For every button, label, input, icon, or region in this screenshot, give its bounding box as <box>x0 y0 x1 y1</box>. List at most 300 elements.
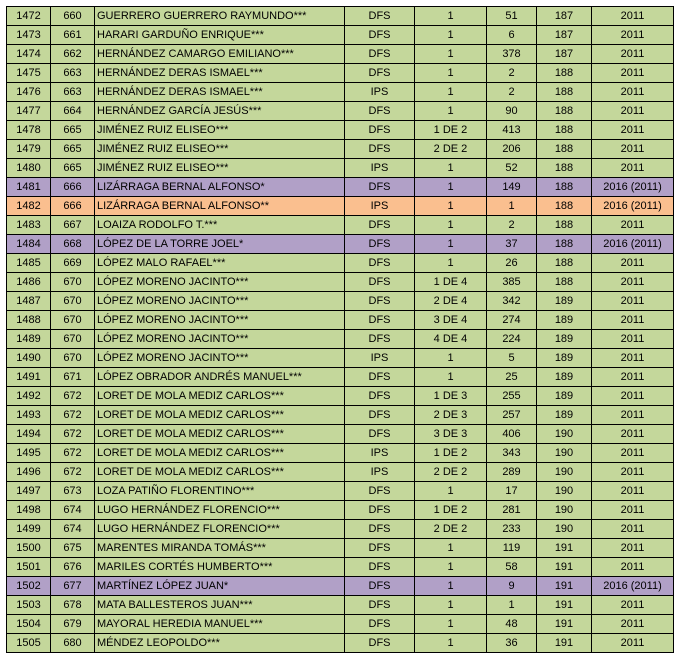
record-number-cell: 1485 <box>7 254 51 273</box>
person-id-cell: 665 <box>51 121 95 140</box>
table-row <box>7 273 674 292</box>
document-type-cell: IPS <box>345 349 415 368</box>
page-count-cell: 26 <box>487 254 537 273</box>
page-count-cell: 2 <box>487 83 537 102</box>
year-cell: 2011 <box>592 349 674 368</box>
document-type-cell: DFS <box>345 387 415 406</box>
person-name-cell: LÓPEZ MORENO JACINTO*** <box>95 273 345 292</box>
table-row <box>7 634 674 653</box>
person-name-cell: LUGO HERNÁNDEZ FLORENCIO*** <box>95 520 345 539</box>
volume-cell: 188 <box>537 102 592 121</box>
record-number-cell: 1482 <box>7 197 51 216</box>
year-cell: 2011 <box>592 273 674 292</box>
table-row <box>7 235 674 254</box>
record-number-cell: 1502 <box>7 577 51 596</box>
person-id-cell: 673 <box>51 482 95 501</box>
volume-cell: 188 <box>537 216 592 235</box>
person-name-cell: MARENTES MIRANDA TOMÁS*** <box>95 539 345 558</box>
part-cell: 2 DE 2 <box>415 520 487 539</box>
part-cell: 1 <box>415 26 487 45</box>
person-id-cell: 672 <box>51 425 95 444</box>
person-name-cell: HERNÁNDEZ DERAS ISMAEL*** <box>95 64 345 83</box>
year-cell: 2011 <box>592 311 674 330</box>
table-row <box>7 330 674 349</box>
page-count-cell: 2 <box>487 216 537 235</box>
record-number-cell: 1492 <box>7 387 51 406</box>
volume-cell: 190 <box>537 501 592 520</box>
volume-cell: 188 <box>537 64 592 83</box>
volume-cell: 188 <box>537 178 592 197</box>
year-cell: 2011 <box>592 634 674 653</box>
table-row <box>7 482 674 501</box>
page-count-cell: 281 <box>487 501 537 520</box>
volume-cell: 188 <box>537 273 592 292</box>
document-type-cell: DFS <box>345 615 415 634</box>
record-number-cell: 1490 <box>7 349 51 368</box>
record-number-cell: 1472 <box>7 7 51 26</box>
page-count-cell: 25 <box>487 368 537 387</box>
part-cell: 1 <box>415 539 487 558</box>
table-row <box>7 520 674 539</box>
person-name-cell: MAYORAL HEREDIA MANUEL*** <box>95 615 345 634</box>
part-cell: 1 <box>415 634 487 653</box>
table-row <box>7 501 674 520</box>
part-cell: 1 DE 2 <box>415 121 487 140</box>
page-count-cell: 48 <box>487 615 537 634</box>
table-row <box>7 539 674 558</box>
person-id-cell: 670 <box>51 273 95 292</box>
year-cell: 2016 (2011) <box>592 197 674 216</box>
table-row <box>7 558 674 577</box>
year-cell: 2011 <box>592 64 674 83</box>
person-id-cell: 662 <box>51 45 95 64</box>
person-id-cell: 663 <box>51 64 95 83</box>
year-cell: 2011 <box>592 159 674 178</box>
record-number-cell: 1476 <box>7 83 51 102</box>
page-count-cell: 51 <box>487 7 537 26</box>
volume-cell: 187 <box>537 45 592 64</box>
document-type-cell: DFS <box>345 330 415 349</box>
person-id-cell: 678 <box>51 596 95 615</box>
part-cell: 2 DE 2 <box>415 463 487 482</box>
table-row <box>7 26 674 45</box>
record-number-cell: 1477 <box>7 102 51 121</box>
person-id-cell: 677 <box>51 577 95 596</box>
document-type-cell: DFS <box>345 634 415 653</box>
record-number-cell: 1487 <box>7 292 51 311</box>
page-count-cell: 58 <box>487 558 537 577</box>
table-row <box>7 197 674 216</box>
document-type-cell: DFS <box>345 520 415 539</box>
table-row <box>7 83 674 102</box>
volume-cell: 190 <box>537 463 592 482</box>
record-number-cell: 1501 <box>7 558 51 577</box>
year-cell: 2011 <box>592 406 674 425</box>
part-cell: 1 <box>415 45 487 64</box>
record-number-cell: 1503 <box>7 596 51 615</box>
page-count-cell: 385 <box>487 273 537 292</box>
record-number-cell: 1500 <box>7 539 51 558</box>
page-count-cell: 257 <box>487 406 537 425</box>
person-id-cell: 665 <box>51 159 95 178</box>
document-type-cell: IPS <box>345 444 415 463</box>
page-count-cell: 413 <box>487 121 537 140</box>
document-type-cell: DFS <box>345 121 415 140</box>
table-row <box>7 596 674 615</box>
document-type-cell: DFS <box>345 292 415 311</box>
page-count-cell: 6 <box>487 26 537 45</box>
table-row <box>7 292 674 311</box>
person-id-cell: 679 <box>51 615 95 634</box>
record-number-cell: 1497 <box>7 482 51 501</box>
volume-cell: 188 <box>537 235 592 254</box>
person-name-cell: MÉNDEZ LEOPOLDO*** <box>95 634 345 653</box>
page-count-cell: 5 <box>487 349 537 368</box>
table-row <box>7 216 674 235</box>
table-row <box>7 311 674 330</box>
year-cell: 2011 <box>592 463 674 482</box>
page-count-cell: 149 <box>487 178 537 197</box>
part-cell: 1 <box>415 102 487 121</box>
page-count-cell: 9 <box>487 577 537 596</box>
person-id-cell: 666 <box>51 197 95 216</box>
person-id-cell: 672 <box>51 444 95 463</box>
year-cell: 2011 <box>592 330 674 349</box>
person-id-cell: 670 <box>51 292 95 311</box>
page-count-cell: 37 <box>487 235 537 254</box>
year-cell: 2011 <box>592 387 674 406</box>
record-number-cell: 1478 <box>7 121 51 140</box>
part-cell: 1 <box>415 235 487 254</box>
person-id-cell: 660 <box>51 7 95 26</box>
document-type-cell: IPS <box>345 83 415 102</box>
person-id-cell: 667 <box>51 216 95 235</box>
person-name-cell: LÓPEZ MALO RAFAEL*** <box>95 254 345 273</box>
person-name-cell: LOAIZA RODOLFO T.*** <box>95 216 345 235</box>
part-cell: 1 <box>415 615 487 634</box>
part-cell: 1 <box>415 197 487 216</box>
year-cell: 2011 <box>592 45 674 64</box>
person-name-cell: JIMÉNEZ RUIZ ELISEO*** <box>95 140 345 159</box>
year-cell: 2011 <box>592 83 674 102</box>
year-cell: 2016 (2011) <box>592 178 674 197</box>
page-count-cell: 378 <box>487 45 537 64</box>
page-count-cell: 1 <box>487 596 537 615</box>
records-table-body <box>7 7 674 653</box>
year-cell: 2011 <box>592 444 674 463</box>
year-cell: 2011 <box>592 254 674 273</box>
part-cell: 3 DE 4 <box>415 311 487 330</box>
document-type-cell: DFS <box>345 596 415 615</box>
document-type-cell: DFS <box>345 140 415 159</box>
person-name-cell: HERNÁNDEZ CAMARGO EMILIANO*** <box>95 45 345 64</box>
document-type-cell: DFS <box>345 273 415 292</box>
record-number-cell: 1473 <box>7 26 51 45</box>
person-id-cell: 672 <box>51 463 95 482</box>
person-id-cell: 670 <box>51 311 95 330</box>
document-type-cell: DFS <box>345 178 415 197</box>
year-cell: 2011 <box>592 596 674 615</box>
table-row <box>7 425 674 444</box>
volume-cell: 191 <box>537 558 592 577</box>
year-cell: 2011 <box>592 102 674 121</box>
person-id-cell: 668 <box>51 235 95 254</box>
part-cell: 1 <box>415 83 487 102</box>
document-type-cell: DFS <box>345 482 415 501</box>
person-id-cell: 664 <box>51 102 95 121</box>
part-cell: 1 DE 3 <box>415 387 487 406</box>
part-cell: 1 <box>415 349 487 368</box>
part-cell: 1 <box>415 159 487 178</box>
person-name-cell: LORET DE MOLA MEDIZ CARLOS*** <box>95 387 345 406</box>
page-count-cell: 233 <box>487 520 537 539</box>
page-count-cell: 206 <box>487 140 537 159</box>
document-type-cell: IPS <box>345 463 415 482</box>
year-cell: 2016 (2011) <box>592 235 674 254</box>
record-number-cell: 1493 <box>7 406 51 425</box>
record-number-cell: 1498 <box>7 501 51 520</box>
person-id-cell: 669 <box>51 254 95 273</box>
person-name-cell: LÓPEZ OBRADOR ANDRÉS MANUEL*** <box>95 368 345 387</box>
year-cell: 2011 <box>592 425 674 444</box>
document-type-cell: DFS <box>345 26 415 45</box>
person-name-cell: MATA BALLESTEROS JUAN*** <box>95 596 345 615</box>
record-number-cell: 1486 <box>7 273 51 292</box>
part-cell: 1 <box>415 558 487 577</box>
part-cell: 1 <box>415 64 487 83</box>
table-row <box>7 577 674 596</box>
person-id-cell: 680 <box>51 634 95 653</box>
table-row <box>7 349 674 368</box>
person-name-cell: LORET DE MOLA MEDIZ CARLOS*** <box>95 463 345 482</box>
person-name-cell: LORET DE MOLA MEDIZ CARLOS*** <box>95 444 345 463</box>
page-count-cell: 224 <box>487 330 537 349</box>
table-row <box>7 178 674 197</box>
records-table-wrapper <box>6 6 673 653</box>
records-table <box>6 6 674 653</box>
person-id-cell: 661 <box>51 26 95 45</box>
volume-cell: 189 <box>537 387 592 406</box>
page-count-cell: 342 <box>487 292 537 311</box>
record-number-cell: 1496 <box>7 463 51 482</box>
table-row <box>7 121 674 140</box>
part-cell: 1 <box>415 482 487 501</box>
volume-cell: 190 <box>537 425 592 444</box>
year-cell: 2011 <box>592 520 674 539</box>
document-type-cell: DFS <box>345 558 415 577</box>
volume-cell: 189 <box>537 330 592 349</box>
page-count-cell: 274 <box>487 311 537 330</box>
person-name-cell: LÓPEZ MORENO JACINTO*** <box>95 349 345 368</box>
page-count-cell: 17 <box>487 482 537 501</box>
page-count-cell: 343 <box>487 444 537 463</box>
volume-cell: 191 <box>537 615 592 634</box>
year-cell: 2011 <box>592 7 674 26</box>
table-row <box>7 7 674 26</box>
person-name-cell: LORET DE MOLA MEDIZ CARLOS*** <box>95 406 345 425</box>
volume-cell: 190 <box>537 520 592 539</box>
part-cell: 1 DE 2 <box>415 444 487 463</box>
part-cell: 2 DE 2 <box>415 140 487 159</box>
record-number-cell: 1491 <box>7 368 51 387</box>
table-row <box>7 102 674 121</box>
part-cell: 1 <box>415 7 487 26</box>
person-name-cell: LUGO HERNÁNDEZ FLORENCIO*** <box>95 501 345 520</box>
page-count-cell: 52 <box>487 159 537 178</box>
table-row <box>7 64 674 83</box>
part-cell: 1 <box>415 368 487 387</box>
volume-cell: 190 <box>537 482 592 501</box>
page-count-cell: 36 <box>487 634 537 653</box>
document-type-cell: DFS <box>345 102 415 121</box>
volume-cell: 188 <box>537 121 592 140</box>
person-name-cell: GUERRERO GUERRERO RAYMUNDO*** <box>95 7 345 26</box>
person-name-cell: LÓPEZ MORENO JACINTO*** <box>95 330 345 349</box>
part-cell: 1 <box>415 596 487 615</box>
table-row <box>7 368 674 387</box>
person-name-cell: LÓPEZ MORENO JACINTO*** <box>95 292 345 311</box>
table-row <box>7 463 674 482</box>
year-cell: 2011 <box>592 615 674 634</box>
page-count-cell: 289 <box>487 463 537 482</box>
record-number-cell: 1481 <box>7 178 51 197</box>
document-type-cell: IPS <box>345 197 415 216</box>
document-type-cell: DFS <box>345 7 415 26</box>
person-name-cell: HARARI GARDUÑO ENRIQUE*** <box>95 26 345 45</box>
year-cell: 2016 (2011) <box>592 577 674 596</box>
part-cell: 1 <box>415 577 487 596</box>
document-type-cell: DFS <box>345 539 415 558</box>
person-name-cell: HERNÁNDEZ DERAS ISMAEL*** <box>95 83 345 102</box>
person-name-cell: LORET DE MOLA MEDIZ CARLOS*** <box>95 425 345 444</box>
part-cell: 1 DE 2 <box>415 501 487 520</box>
volume-cell: 188 <box>537 140 592 159</box>
table-row <box>7 254 674 273</box>
person-id-cell: 672 <box>51 387 95 406</box>
record-number-cell: 1479 <box>7 140 51 159</box>
person-name-cell: MARTÍNEZ LÓPEZ JUAN* <box>95 577 345 596</box>
volume-cell: 191 <box>537 596 592 615</box>
volume-cell: 189 <box>537 311 592 330</box>
record-number-cell: 1505 <box>7 634 51 653</box>
document-type-cell: DFS <box>345 254 415 273</box>
person-id-cell: 670 <box>51 349 95 368</box>
person-id-cell: 676 <box>51 558 95 577</box>
record-number-cell: 1474 <box>7 45 51 64</box>
volume-cell: 188 <box>537 197 592 216</box>
person-id-cell: 665 <box>51 140 95 159</box>
document-type-cell: DFS <box>345 368 415 387</box>
document-type-cell: DFS <box>345 45 415 64</box>
part-cell: 1 <box>415 178 487 197</box>
year-cell: 2011 <box>592 539 674 558</box>
part-cell: 2 DE 3 <box>415 406 487 425</box>
document-type-cell: DFS <box>345 406 415 425</box>
person-name-cell: LÓPEZ DE LA TORRE JOEL* <box>95 235 345 254</box>
document-type-cell: DFS <box>345 501 415 520</box>
page-count-cell: 255 <box>487 387 537 406</box>
page-count-cell: 2 <box>487 64 537 83</box>
person-name-cell: JIMÉNEZ RUIZ ELISEO*** <box>95 121 345 140</box>
part-cell: 3 DE 3 <box>415 425 487 444</box>
year-cell: 2011 <box>592 26 674 45</box>
year-cell: 2011 <box>592 558 674 577</box>
volume-cell: 188 <box>537 159 592 178</box>
person-name-cell: JIMÉNEZ RUIZ ELISEO*** <box>95 159 345 178</box>
volume-cell: 189 <box>537 368 592 387</box>
person-name-cell: LIZÁRRAGA BERNAL ALFONSO** <box>95 197 345 216</box>
person-id-cell: 672 <box>51 406 95 425</box>
document-type-cell: IPS <box>345 159 415 178</box>
volume-cell: 189 <box>537 406 592 425</box>
table-row <box>7 140 674 159</box>
volume-cell: 188 <box>537 83 592 102</box>
person-name-cell: MARILES CORTÉS HUMBERTO*** <box>95 558 345 577</box>
volume-cell: 191 <box>537 634 592 653</box>
year-cell: 2011 <box>592 501 674 520</box>
part-cell: 4 DE 4 <box>415 330 487 349</box>
person-name-cell: LOZA PATIÑO FLORENTINO*** <box>95 482 345 501</box>
document-type-cell: DFS <box>345 425 415 444</box>
part-cell: 2 DE 4 <box>415 292 487 311</box>
person-id-cell: 670 <box>51 330 95 349</box>
person-name-cell: LÓPEZ MORENO JACINTO*** <box>95 311 345 330</box>
table-row <box>7 387 674 406</box>
year-cell: 2011 <box>592 292 674 311</box>
year-cell: 2011 <box>592 482 674 501</box>
record-number-cell: 1489 <box>7 330 51 349</box>
volume-cell: 187 <box>537 26 592 45</box>
page-count-cell: 119 <box>487 539 537 558</box>
page-count-cell: 1 <box>487 197 537 216</box>
record-number-cell: 1494 <box>7 425 51 444</box>
document-type-cell: DFS <box>345 577 415 596</box>
part-cell: 1 <box>415 254 487 273</box>
volume-cell: 187 <box>537 7 592 26</box>
volume-cell: 191 <box>537 539 592 558</box>
table-row <box>7 615 674 634</box>
volume-cell: 190 <box>537 444 592 463</box>
person-id-cell: 671 <box>51 368 95 387</box>
record-number-cell: 1499 <box>7 520 51 539</box>
record-number-cell: 1484 <box>7 235 51 254</box>
document-type-cell: DFS <box>345 64 415 83</box>
table-row <box>7 444 674 463</box>
volume-cell: 191 <box>537 577 592 596</box>
volume-cell: 189 <box>537 349 592 368</box>
record-number-cell: 1488 <box>7 311 51 330</box>
record-number-cell: 1480 <box>7 159 51 178</box>
part-cell: 1 DE 4 <box>415 273 487 292</box>
person-name-cell: HERNÁNDEZ GARCÍA JESÚS*** <box>95 102 345 121</box>
volume-cell: 189 <box>537 292 592 311</box>
year-cell: 2011 <box>592 368 674 387</box>
year-cell: 2011 <box>592 121 674 140</box>
record-number-cell: 1504 <box>7 615 51 634</box>
table-row <box>7 159 674 178</box>
person-id-cell: 663 <box>51 83 95 102</box>
document-type-cell: DFS <box>345 235 415 254</box>
page-count-cell: 406 <box>487 425 537 444</box>
page-count-cell: 90 <box>487 102 537 121</box>
person-name-cell: LIZÁRRAGA BERNAL ALFONSO* <box>95 178 345 197</box>
table-row <box>7 45 674 64</box>
table-row <box>7 406 674 425</box>
document-type-cell: DFS <box>345 311 415 330</box>
part-cell: 1 <box>415 216 487 235</box>
year-cell: 2011 <box>592 140 674 159</box>
record-number-cell: 1495 <box>7 444 51 463</box>
